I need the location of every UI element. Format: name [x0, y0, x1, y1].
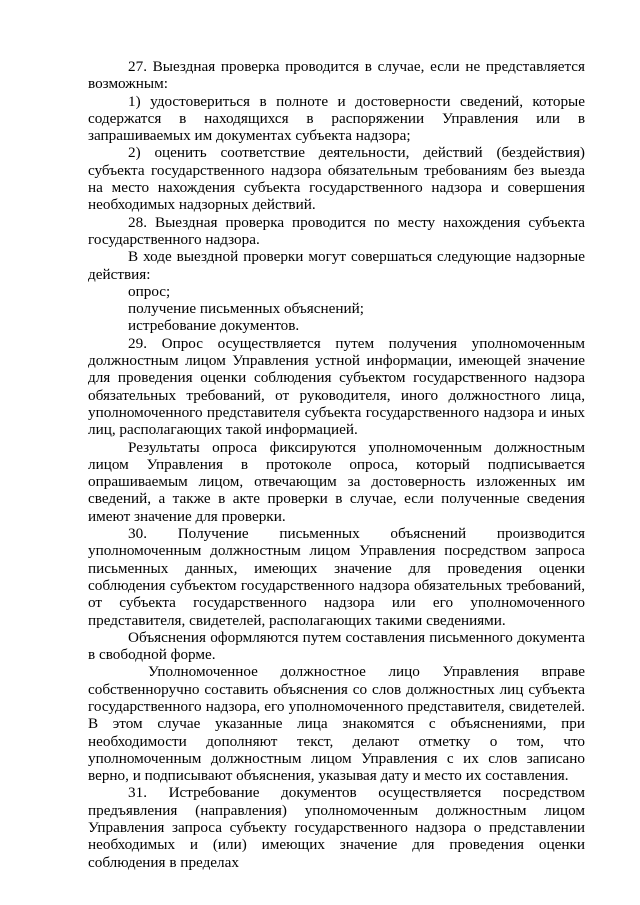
paragraph-28: 28. Выездная проверка проводится по месту нахождения субъекта государственного надзора. [88, 213, 585, 248]
action-item-explanations: получение письменных объяснений; [128, 300, 364, 318]
action-item-documents: истребование документов. [128, 317, 300, 335]
paragraph-30-form: Объяснения оформляются путем составления письменного документа в свободной форме. [88, 628, 585, 664]
action-item-survey: опрос; [128, 282, 171, 300]
paragraph-30-official: Уполномоченное должностное лицо Управления вправе собственноручно составить объяснения со слов должностных лиц субъекта государственного надзора, его уполномоченного представителя, свидетелей. В этом случае указанные лица знакомятся с объяснениями, при необходимости дополняют текст, делают отметку о том, что уполномоченным должностным лицом Управления с их слов записано верно, и подписывают объяснения, указывая дату и место их составления. [88, 663, 585, 785]
paragraph-27-item-1: 1) удостовериться в полноте и достоверности сведений, которые содержатся в находящихся в распоряжении Управления или в запрашиваемых им документах субъекта надзора; [88, 92, 585, 145]
paragraph-31: 31. Истребование документов осуществляется посредством предъявления (направления) уполномоченным должностным лицом Управления запроса субъекту государственного надзора о представлении необходимых и (или) имеющих значение для проведения оценки соблюдения в пределах [88, 784, 585, 871]
paragraph-29: 29. Опрос осуществляется путем получения уполномоченным должностным лицом Управления устной информации, имеющей значение для проведения оценки соблюдения субъектом государственного надзора обязательных требований, от руководителя, иного должностного лица, уполномоченного представителя субъекта государственного надзора и иных лиц, располагающих такой информацией. [88, 334, 585, 439]
paragraph-30: 30. Получение письменных объяснений производится уполномоченным должностным лицом Управления посредством запроса письменных данных, имеющих значение для проведения оценки соблюдения субъектом государственного надзора обязательных требований, от субъекта государственного надзора или его уполномоченного представителя, свидетелей, располагающих такими сведениями. [88, 525, 585, 629]
paragraph-28-actions-intro: В ходе выездной проверки могут совершаться следующие надзорные действия: [88, 248, 585, 283]
paragraph-27-item-2: 2) оценить соответствие деятельности, действий (бездействия) субъекта государственного надзора обязательным требованиям без выезда на место нахождения субъекта государственного надзора и совершения необходимых надзорных действий. [88, 144, 585, 214]
paragraph-29-results: Результаты опроса фиксируются уполномоченным должностным лицом Управления в протоколе опроса, который подписывается опрашиваемым лицом, отвечающим за достоверность изложенных им сведений, а также в акте проверки в случае, если полученные сведения имеют значение для проверки. [88, 438, 585, 525]
paragraph-27: 27. Выездная проверка проводится в случае, если не представляется возможным: [88, 58, 585, 93]
